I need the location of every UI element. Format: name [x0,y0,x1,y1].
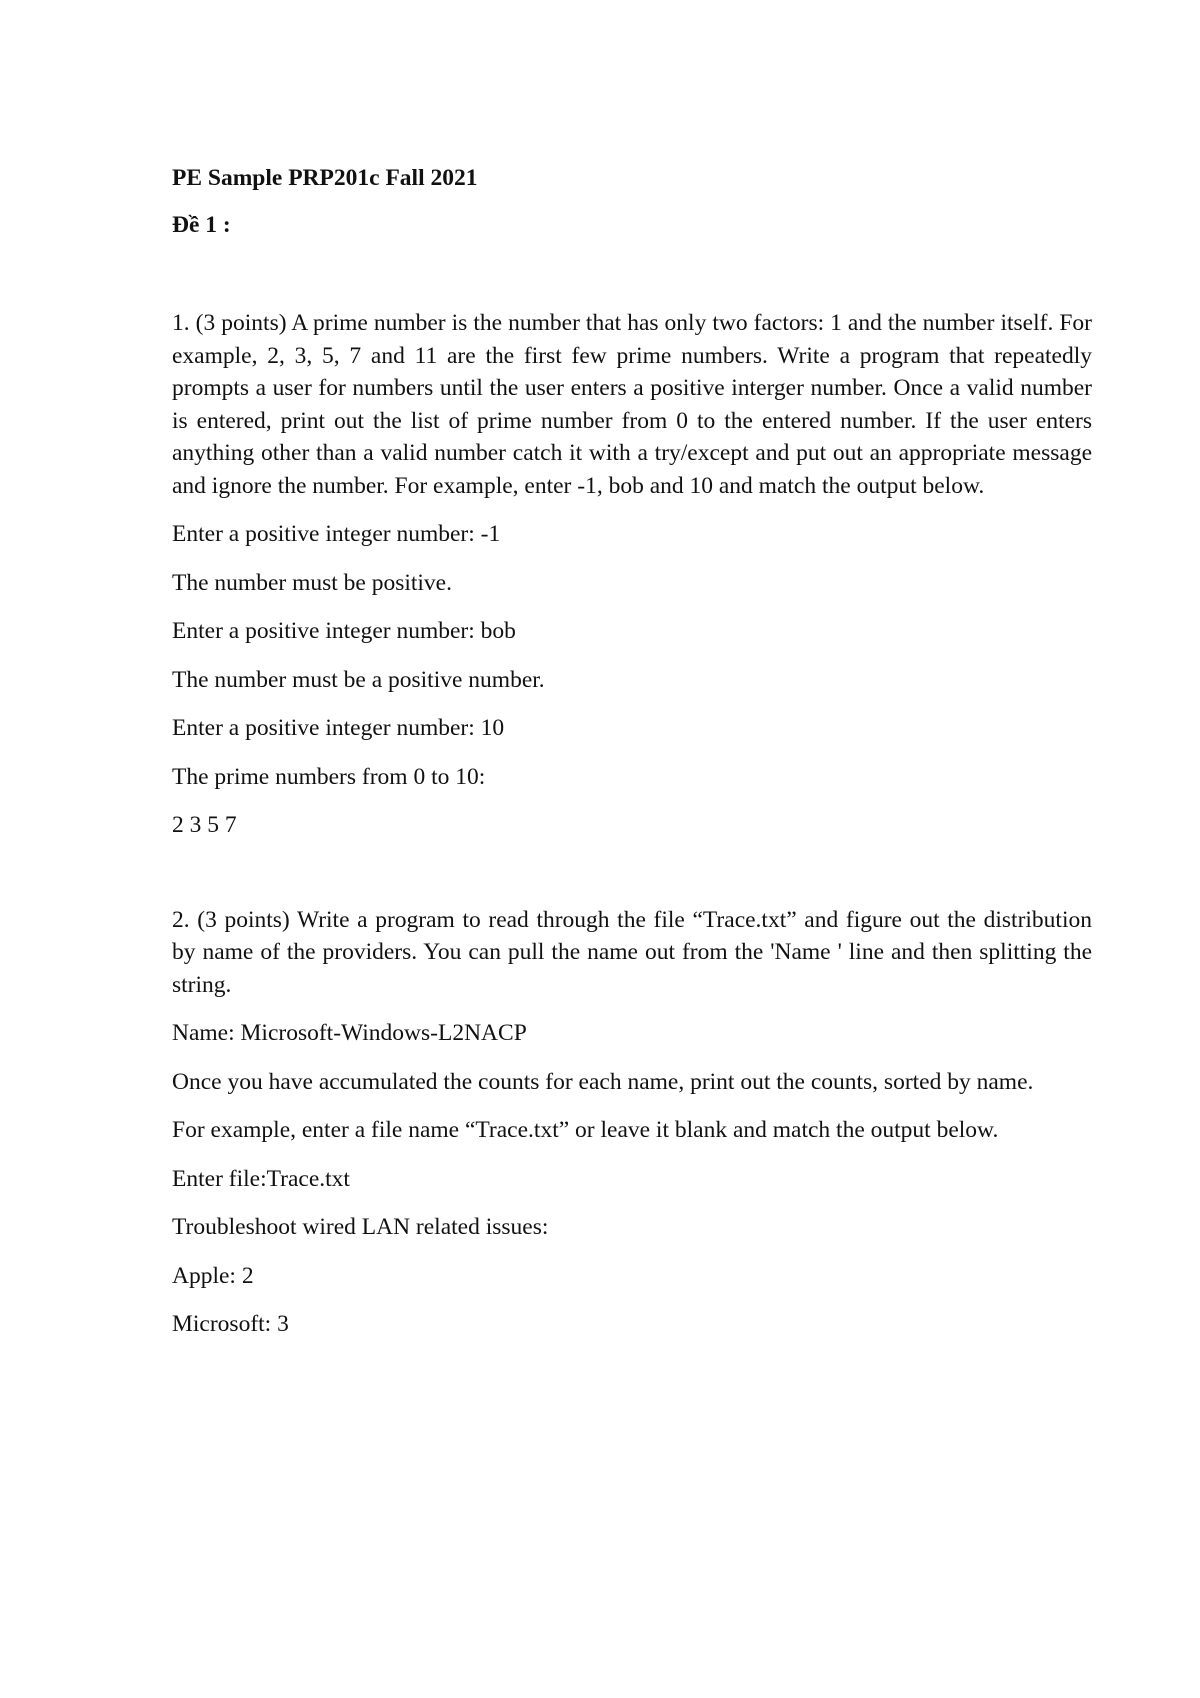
question-1-output-line: The number must be a positive number. [172,666,545,693]
question-2-name-line: Name: Microsoft-Windows-L2NACP [172,1020,527,1046]
question-1-text: 1. (3 points) A prime number is the number that has only two factors: 1 and the number itself. For example, 2, 3, 5, 7 and 11 are the first few prime numbers. Write a program that repeatedly prompts a user for numbers until the user enters a positive interger number. Once a valid number is entered, print out the list of prime number from 0 to the entered number. If the user enters anything other than a valid number catch it with a try/except and put out an appropriate message and ignore the number. For example, enter -1, bob and 10 and match the output below. [172,310,1092,499]
question-2-instruction: Once you have accumulated the counts for each name, print out the counts, sorted by name. [172,1068,1034,1095]
question-1-output-line: 2 3 5 7 [172,812,237,838]
question-2-output-line: Microsoft: 3 [172,1311,289,1337]
question-1-output-line: Enter a positive integer number: -1 [172,521,501,547]
exam-variant-heading: Đề 1 : [172,211,231,238]
question-1-output-line: The prime numbers from 0 to 10: [172,763,486,790]
question-1-output-line: The number must be positive. [172,569,452,596]
question-2-text: 2. (3 points) Write a program to read through the file “Trace.txt” and figure out the distribution by name of the providers. You can pull the name out from the 'Name ' line and then splitting the string. [172,906,1092,998]
document-content [172,162,1092,1341]
question-1-output-line: Enter a positive integer number: bob [172,618,516,644]
question-2-output-line: Apple: 2 [172,1262,254,1289]
question-2-output-line: Enter file:Trace.txt [172,1165,350,1192]
question-1-output-line: Enter a positive integer number: 10 [172,715,505,741]
document-title: PE Sample PRP201c Fall 2021 [172,165,478,191]
question-2-output-line: Troubleshoot wired LAN related issues: [172,1214,549,1240]
question-2-example: For example, enter a file name “Trace.txt” or leave it blank and match the output below. [172,1117,999,1143]
